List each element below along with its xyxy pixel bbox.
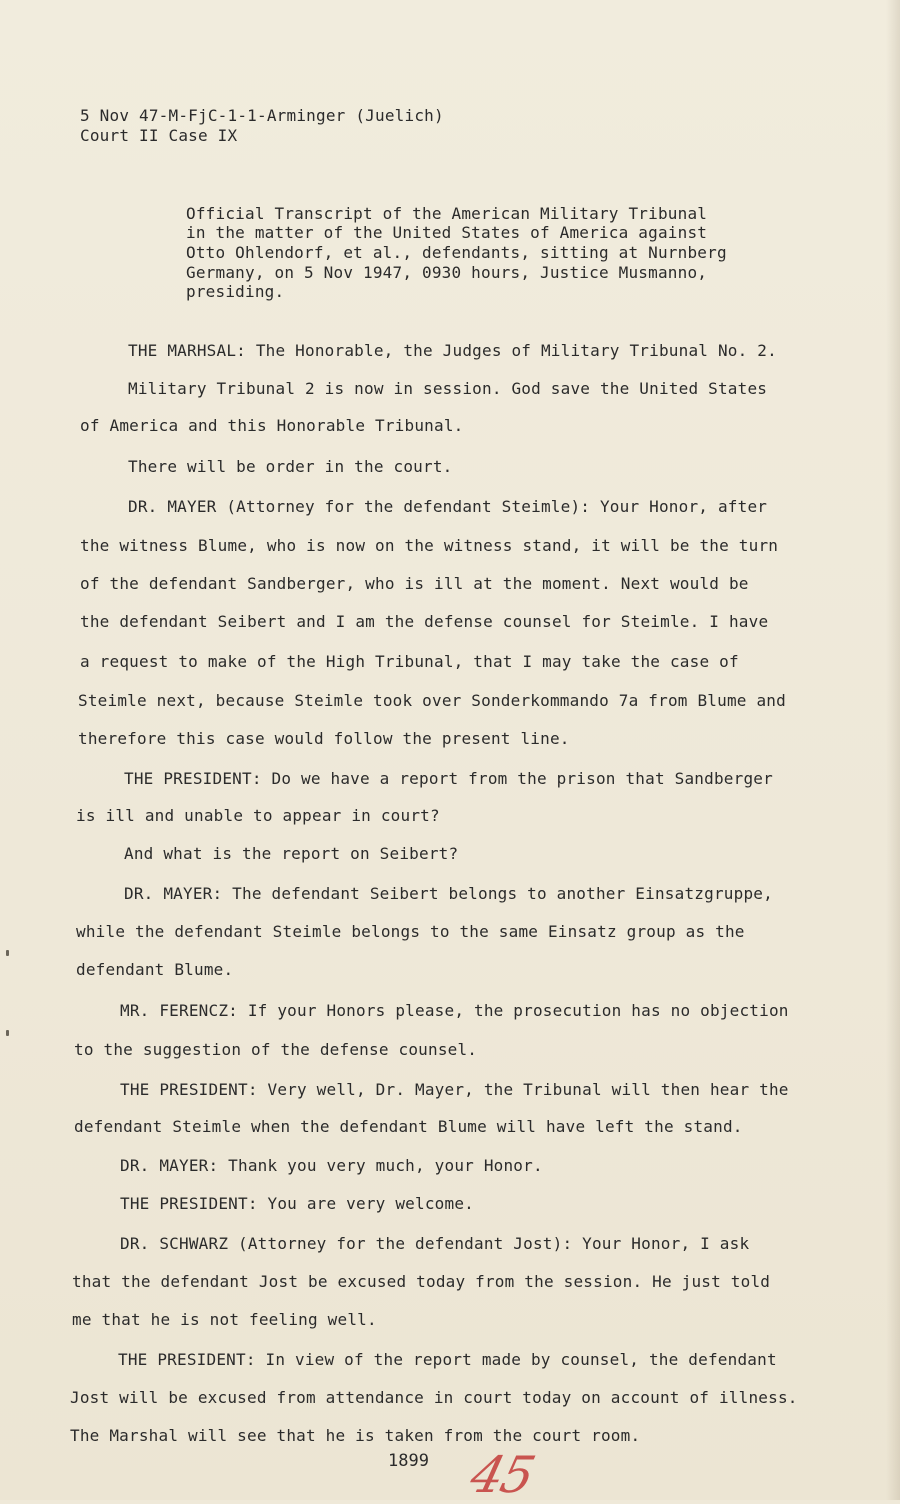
transcript-line: Jost will be excused from attendance in court today on account of illness. — [70, 1388, 798, 1407]
handwritten-folio-number: 45 — [464, 1446, 539, 1504]
transcript-line: the witness Blume, who is now on the witness stand, it will be the turn — [80, 536, 779, 555]
transcript-line: therefore this case would follow the present line. — [78, 729, 570, 748]
header-court-case: Court II Case IX — [80, 126, 238, 145]
transcript-line: DR. SCHWARZ (Attorney for the defendant Jost): Your Honor, I ask — [120, 1234, 750, 1253]
transcript-line: defendant Steimle when the defendant Blume will have left the stand. — [74, 1117, 743, 1136]
transcript-line: And what is the report on Seibert? — [124, 844, 459, 863]
transcript-line: There will be order in the court. — [128, 457, 453, 476]
transcript-line: a request to make of the High Tribunal, that I may take the case of — [80, 652, 739, 671]
transcript-line: THE PRESIDENT: You are very welcome. — [120, 1194, 474, 1213]
transcript-line: to the suggestion of the defense counsel. — [74, 1040, 478, 1059]
transcript-line: of America and this Honorable Tribunal. — [80, 416, 464, 435]
transcript-line: defendant Blume. — [76, 960, 234, 979]
page-number: 1899 — [388, 1451, 429, 1471]
transcript-line: THE PRESIDENT: In view of the report made by counsel, the defendant — [118, 1350, 777, 1369]
transcript-line: of the defendant Sandberger, who is ill at the moment. Next would be — [80, 574, 749, 593]
transcript-line: Military Tribunal 2 is now in session. God save the United States — [128, 379, 768, 398]
binding-mark — [6, 1030, 9, 1036]
transcript-line: THE PRESIDENT: Very well, Dr. Mayer, the Tribunal will then hear the — [120, 1080, 789, 1099]
transcript-line: Steimle next, because Steimle took over Sonderkommando 7a from Blume and — [78, 691, 786, 710]
transcript-line: that the defendant Jost be excused today from the session. He just told — [72, 1272, 771, 1291]
transcript-line: the defendant Seibert and I am the defense counsel for Steimle. I have — [80, 612, 769, 631]
binding-mark — [6, 950, 9, 956]
transcript-line: DR. MAYER: The defendant Seibert belongs to another Einsatzgruppe, — [124, 884, 773, 903]
transcript-line: me that he is not feeling well. — [72, 1310, 377, 1329]
caption-line: in the matter of the United States of America against — [186, 223, 708, 242]
transcript-line: while the defendant Steimle belongs to the same Einsatz group as the — [76, 922, 745, 941]
transcript-line: The Marshal will see that he is taken from the court room. — [70, 1426, 641, 1445]
transcript-line: DR. MAYER (Attorney for the defendant Steimle): Your Honor, after — [128, 497, 768, 516]
transcript-line: MR. FERENCZ: If your Honors please, the prosecution has no objection — [120, 1001, 789, 1020]
transcript-line: DR. MAYER: Thank you very much, your Honor. — [120, 1156, 543, 1175]
caption-line: Otto Ohlendorf, et al., defendants, sitting at Nurnberg — [186, 243, 727, 262]
caption-line: presiding. — [186, 282, 285, 301]
caption-line: Germany, on 5 Nov 1947, 0930 hours, Justice Musmanno, — [186, 263, 708, 282]
transcript-line: is ill and unable to appear in court? — [76, 806, 440, 825]
page-edge — [886, 0, 900, 1500]
transcript-line: THE PRESIDENT: Do we have a report from the prison that Sandberger — [124, 769, 773, 788]
header-reference: 5 Nov 47-M-FjC-1-1-Arminger (Juelich) — [80, 106, 444, 125]
transcript-line: THE MARHSAL: The Honorable, the Judges of Military Tribunal No. 2. — [128, 341, 777, 360]
caption-line: Official Transcript of the American Military Tribunal — [186, 204, 708, 223]
